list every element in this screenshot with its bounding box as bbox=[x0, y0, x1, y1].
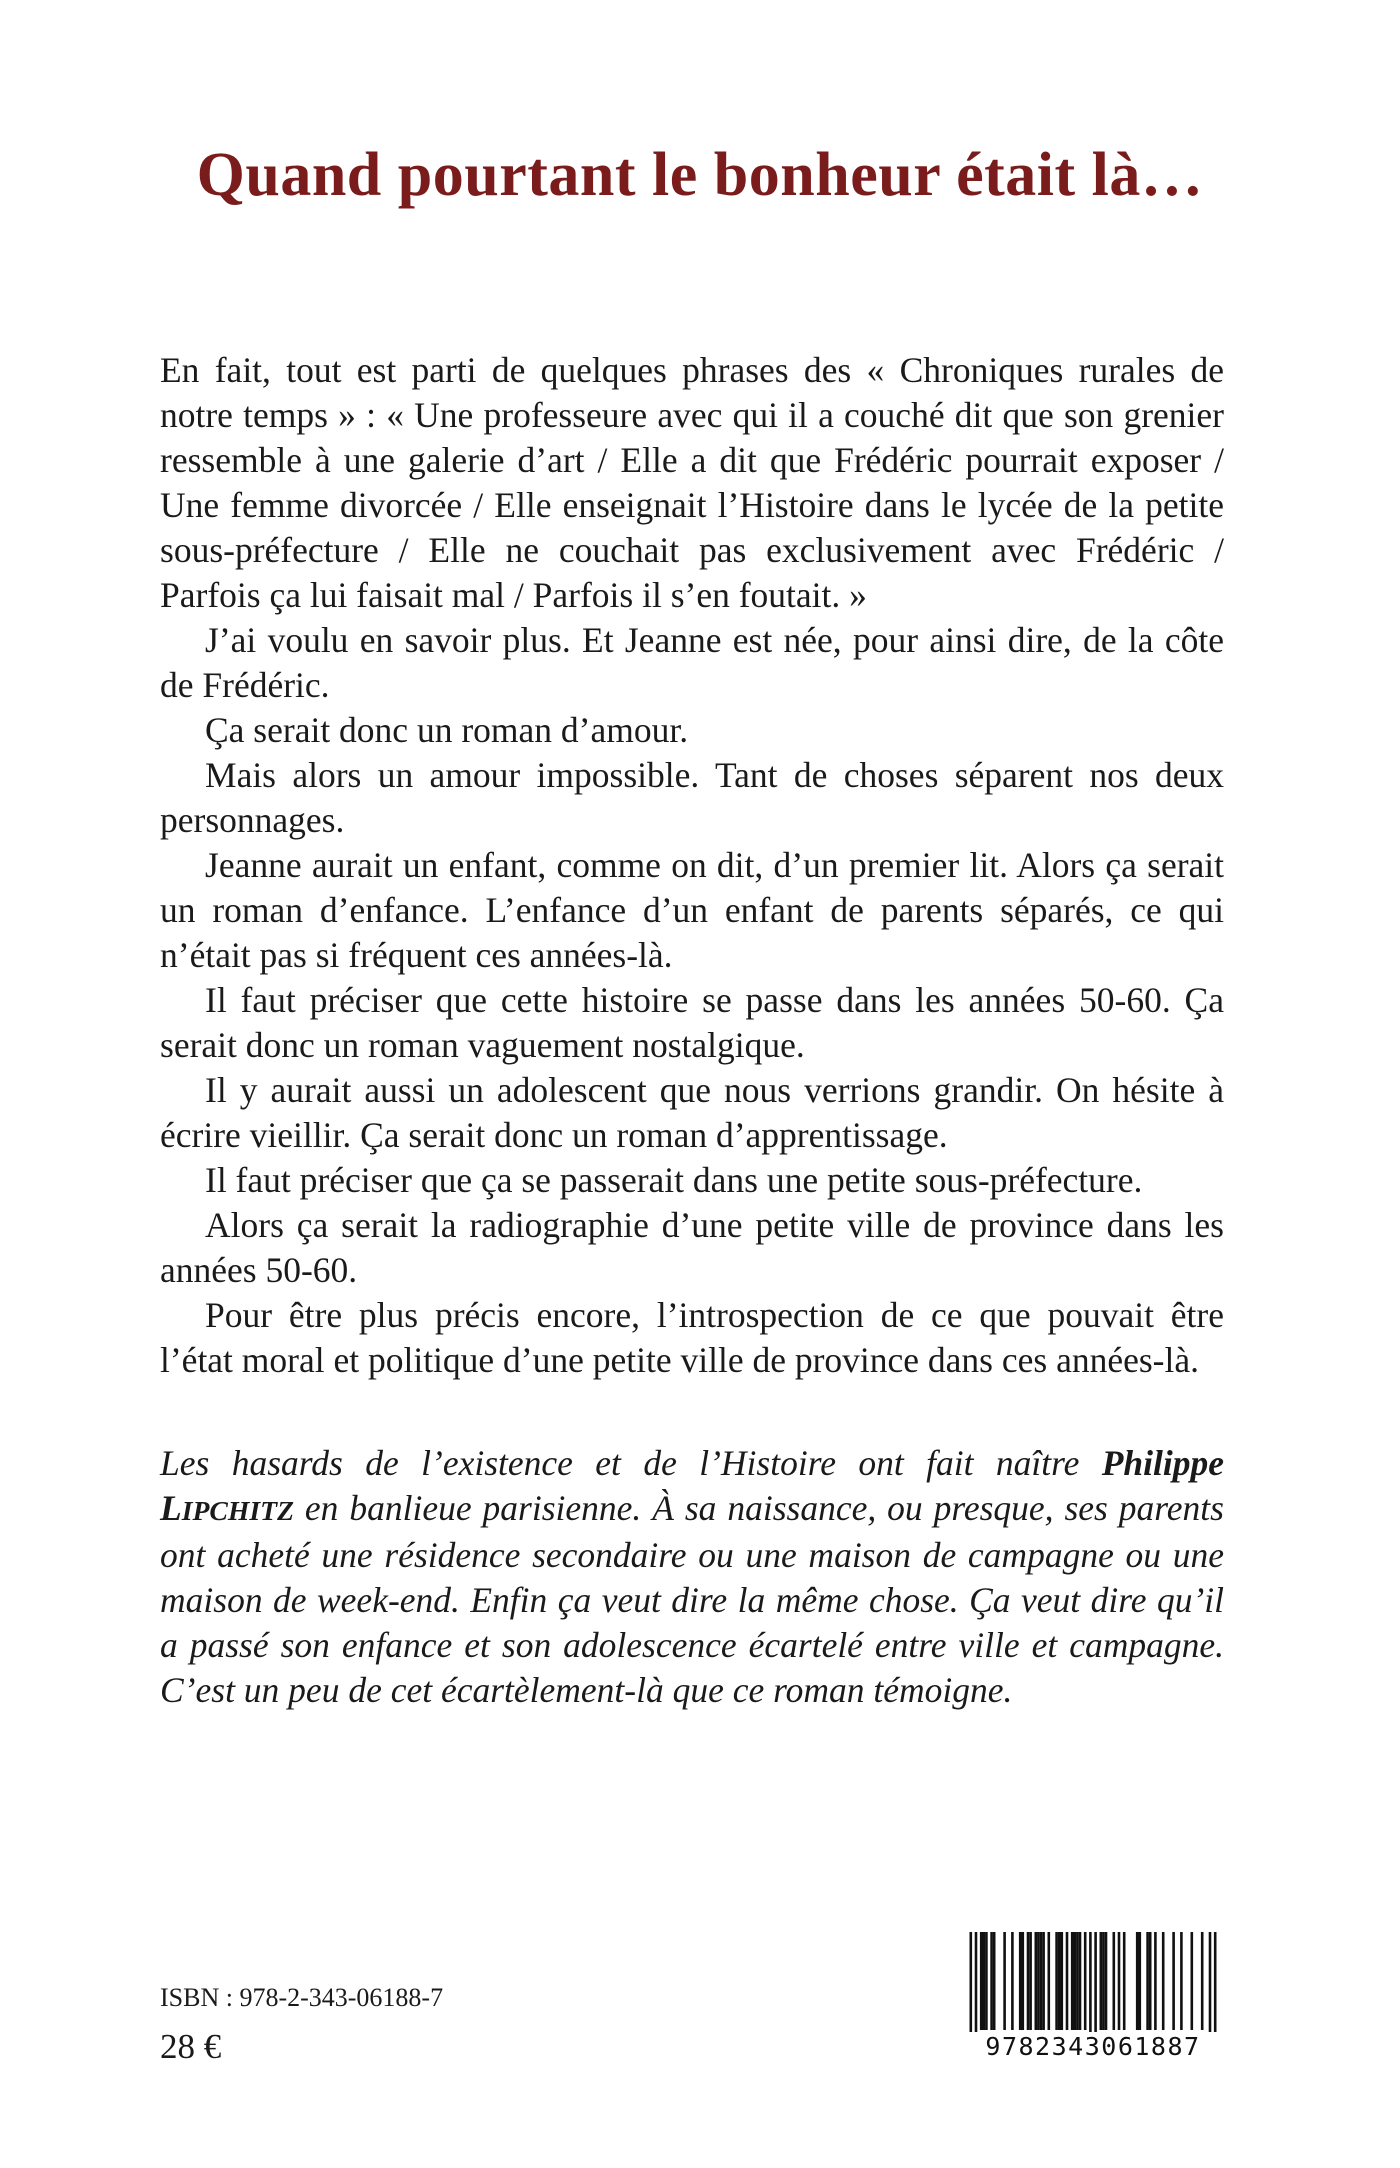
barcode-bar bbox=[1003, 1932, 1006, 2030]
barcode-bar bbox=[1102, 1932, 1105, 2030]
barcode-bar bbox=[1074, 1932, 1077, 2030]
summary-paragraph: J’ai voulu en savoir plus. Et Jeanne est née, pour ainsi dire, de la côte de Frédéric. bbox=[160, 620, 1224, 705]
barcode-bar bbox=[1027, 1932, 1030, 2030]
author-name-rest: IPCHITZ bbox=[181, 1495, 294, 1526]
barcode-bar bbox=[1139, 1932, 1142, 2030]
barcode-bar bbox=[1029, 1932, 1032, 2030]
author-name-first: Philippe L bbox=[160, 1443, 1224, 1528]
summary-paragraph: Alors ça serait la radiographie d’une petite ville de province dans les années 50-60. bbox=[160, 1205, 1224, 1290]
barcode-bar bbox=[1191, 1932, 1194, 2030]
barcode-bar bbox=[1100, 1932, 1103, 2030]
barcode-bar bbox=[1113, 1932, 1116, 2030]
book-title: Quand pourtant le bonheur était là… bbox=[196, 141, 1204, 209]
bio-text-end: en banlieue parisienne. À sa naissance, ou presque, ses parents ont acheté une résidence secondaire ou une maison de campagne ou une maison de week-end. Enfin ça veut dire la même chose. Ça veut dire qu’il a passé son enfance et son adolescence écartelé entre ville et campagne. C’est un peu de cet écartèlement-là que ce roman témoigne. bbox=[160, 1488, 1224, 1710]
summary-paragraph: Ça serait donc un roman d’amour. bbox=[205, 710, 689, 750]
summary-paragraph: Il y aurait aussi un adolescent que nous verrions grandir. On hésite à écrire vieillir. Ça serait donc un roman d’apprentissage. bbox=[160, 1070, 1224, 1155]
barcode-bar bbox=[1084, 1932, 1087, 2030]
summary-paragraph: Il faut préciser que cette histoire se passe dans les années 50-60. Ça serait donc un roman vaguement nostalgique. bbox=[160, 980, 1224, 1065]
barcode-bar bbox=[1055, 1932, 1058, 2030]
barcode-bar bbox=[1162, 1932, 1165, 2030]
barcode-bar bbox=[1019, 1932, 1022, 2030]
barcode-bar bbox=[1123, 1932, 1126, 2030]
barcode-bar bbox=[1201, 1932, 1204, 2030]
price-label: 28 € bbox=[160, 2027, 222, 2066]
barcode-bar bbox=[1071, 1932, 1074, 2030]
back-cover-summary bbox=[160, 348, 1224, 1383]
summary-paragraph: Jeanne aurait un enfant, comme on dit, d’un premier lit. Alors ça serait un roman d’enfance. L’enfance d’un enfant de parents séparés, ce qui n’était pas si fréquent ces années-là. bbox=[160, 845, 1224, 975]
barcode-bar bbox=[975, 1932, 978, 2036]
barcode-bar bbox=[1076, 1932, 1079, 2030]
barcode-digits: 9782343061887 bbox=[960, 2032, 1226, 2061]
barcode-bar bbox=[990, 1932, 993, 2030]
barcode-bar bbox=[1149, 1932, 1152, 2030]
barcode-bar bbox=[1040, 1932, 1043, 2030]
bio-text-start: Les hasards de l’existence et de l’Histoire ont fait naître bbox=[160, 1443, 1102, 1483]
barcode-bar bbox=[985, 1932, 988, 2030]
barcode-bar bbox=[1118, 1932, 1121, 2030]
barcode-bar bbox=[980, 1932, 983, 2030]
barcode-bar bbox=[1094, 1932, 1097, 2036]
summary-paragraph: Pour être plus précis encore, l’introspection de ce que pouvait être l’état moral et politique d’une petite ville de province dans ces années-là. bbox=[160, 1295, 1224, 1380]
barcode-bar bbox=[1079, 1932, 1082, 2030]
barcode-bar bbox=[1154, 1932, 1157, 2030]
barcode-bar bbox=[1136, 1932, 1139, 2030]
barcode-bar bbox=[993, 1932, 996, 2030]
barcode-bar bbox=[983, 1932, 986, 2030]
barcode-bar bbox=[1105, 1932, 1108, 2030]
barcode-bar bbox=[1214, 1932, 1217, 2036]
barcode-bar bbox=[1066, 1932, 1069, 2030]
barcode-bar bbox=[1048, 1932, 1051, 2030]
author-bio bbox=[160, 1441, 1224, 1713]
summary-paragraph: En fait, tout est parti de quelques phrases des « Chroniques rurales de notre temps » : « Une professeure avec qui il a couché dit que son grenier ressemble à une galerie d’art / Elle a dit que Frédéric pourrait exposer / Une femme divorcée / Elle enseignait l’Histoire dans le lycée de la petite sous-préfecture / Elle ne couchait pas exclusivement avec Frédéric / Parfois ça lui faisait mal / Parfois il s’en foutait. » bbox=[160, 350, 1224, 615]
isbn-label: ISBN : 978-2-343-06188-7 bbox=[160, 1983, 444, 2012]
barcode-bar bbox=[1146, 1932, 1149, 2030]
barcode-bar bbox=[1037, 1932, 1040, 2030]
barcode-bar bbox=[1042, 1932, 1045, 2030]
barcode-bar bbox=[1089, 1932, 1092, 2036]
barcode-bar bbox=[1061, 1932, 1064, 2030]
barcode-bar bbox=[1022, 1932, 1025, 2030]
barcode-bar bbox=[1180, 1932, 1183, 2030]
barcode-bar bbox=[1035, 1932, 1038, 2030]
summary-paragraph: Mais alors un amour impossible. Tant de choses séparent nos deux personnages. bbox=[160, 755, 1224, 840]
barcode-bar bbox=[970, 1932, 973, 2036]
barcode-bar bbox=[1209, 1932, 1212, 2036]
summary-paragraph: Il faut préciser que ça se passerait dans une petite sous-préfecture. bbox=[205, 1160, 1143, 1200]
barcode-bar bbox=[1058, 1932, 1061, 2030]
barcode-bar bbox=[1172, 1932, 1175, 2030]
barcode-bar bbox=[1011, 1932, 1014, 2030]
